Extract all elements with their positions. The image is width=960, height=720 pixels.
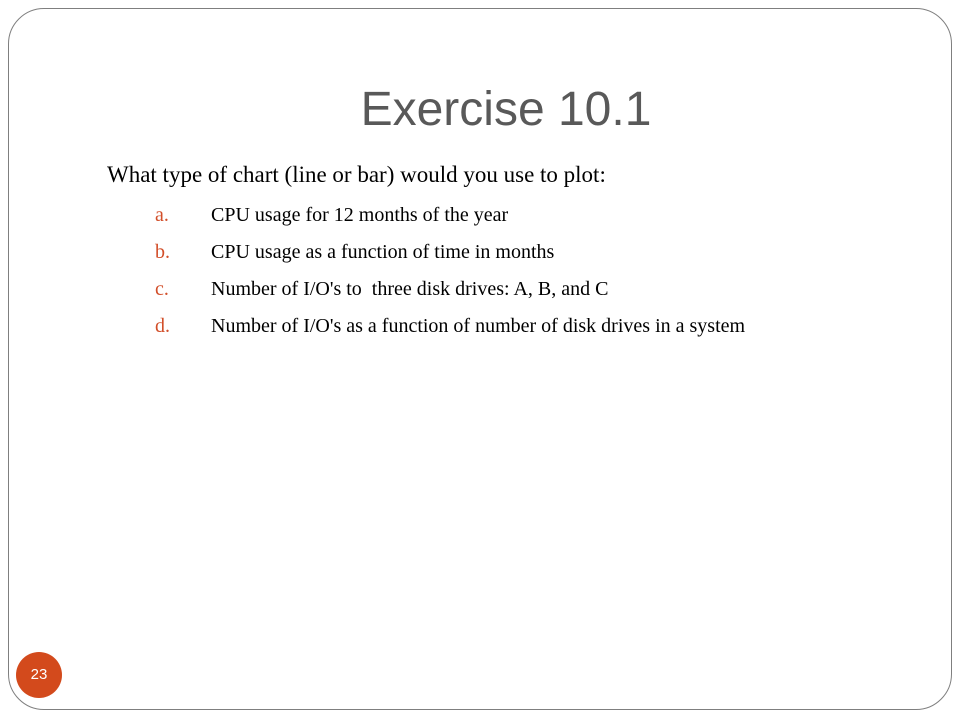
options-list (155, 200, 745, 348)
list-item-text: Number of I/O's to three disk drives: A, B, and C (211, 278, 609, 300)
list-marker: b. (155, 241, 170, 263)
list-item-text: Number of I/O's as a function of number of disk drives in a system (211, 315, 746, 337)
list-marker: a. (155, 204, 169, 226)
list-item-text: CPU usage as a function of time in months (211, 241, 555, 263)
list-marker: c. (155, 278, 169, 300)
slide-title: Exercise 10.1 (360, 83, 652, 136)
list-item-a (155, 200, 745, 237)
list-marker: d. (155, 315, 170, 337)
page-number-badge: 23 (16, 652, 62, 698)
list-item-b (155, 237, 745, 274)
list-item-d (155, 311, 745, 348)
question-text: What type of chart (line or bar) would you use to plot: (107, 162, 606, 187)
list-item-c (155, 274, 745, 311)
list-item-text: CPU usage for 12 months of the year (211, 204, 509, 226)
